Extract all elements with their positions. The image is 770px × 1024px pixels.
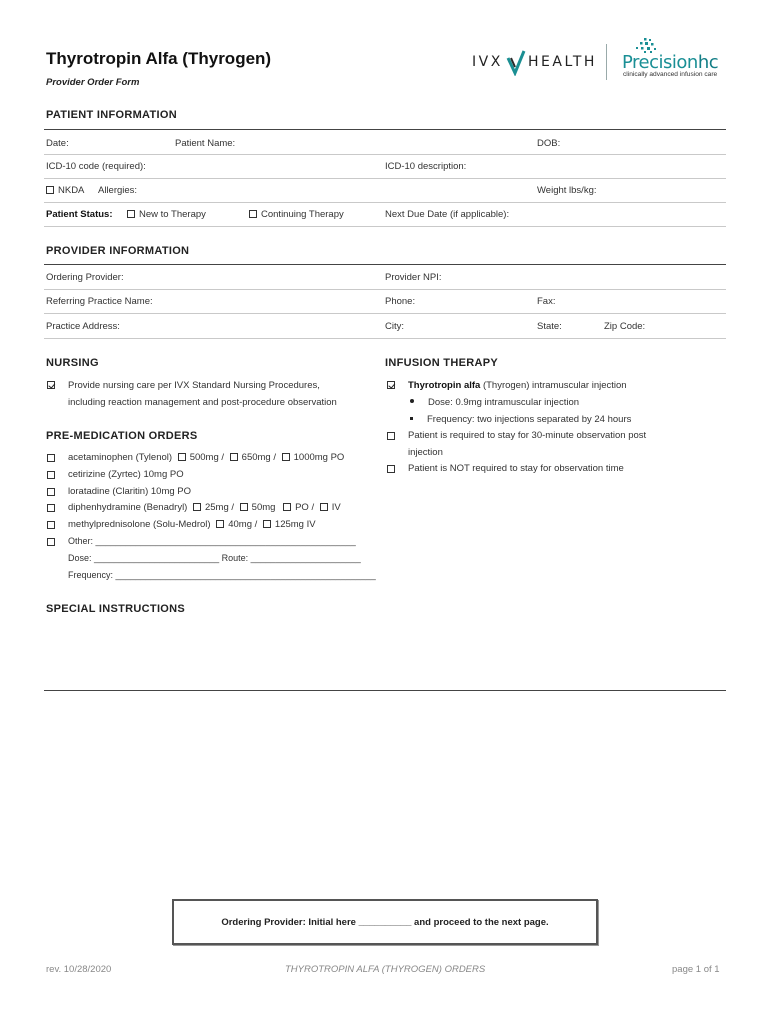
divider	[44, 202, 726, 203]
icd10-code-field[interactable]: ICD-10 code (required):	[46, 161, 146, 172]
methylprednisolone-option: methylprednisolone (Solu-Medrol) 40mg / 125mg IV	[68, 519, 316, 530]
observation-not-required-checkbox[interactable]	[387, 465, 395, 473]
bullet-icon	[410, 399, 414, 403]
observation-required-text-2: injection	[408, 447, 443, 458]
provider-initial-box[interactable]	[172, 899, 598, 945]
divider	[44, 313, 726, 314]
diphenhydramine-po-checkbox[interactable]	[283, 503, 291, 511]
methylprednisolone-125-checkbox[interactable]	[263, 520, 271, 528]
observation-not-required-text: Patient is NOT required to stay for observation time	[408, 463, 624, 474]
patient-status-label: Patient Status:	[46, 209, 113, 220]
divider	[44, 690, 726, 691]
divider	[44, 154, 726, 155]
date-field[interactable]: Date:	[46, 138, 69, 149]
initial-instruction: Ordering Provider: Initial here __________ and proceed to the next page.	[221, 917, 549, 928]
patient-info-heading: PATIENT INFORMATION	[46, 109, 177, 121]
logo-ivx-text: IVX	[472, 54, 503, 70]
continuing-therapy-option[interactable]: Continuing Therapy	[249, 209, 344, 220]
cetirizine-checkbox[interactable]	[47, 471, 55, 479]
methylprednisolone-40-checkbox[interactable]	[216, 520, 224, 528]
logo-health-text: HEALTH	[528, 54, 597, 70]
allergies-field[interactable]: Allergies:	[98, 185, 138, 196]
divider	[44, 289, 726, 290]
loratadine-checkbox[interactable]	[47, 488, 55, 496]
observation-required-text: Patient is required to stay for 30-minute observation post	[408, 430, 647, 441]
divider	[44, 338, 726, 339]
diphenhydramine-checkbox[interactable]	[47, 504, 55, 512]
fax-field[interactable]: Fax:	[537, 296, 556, 307]
page-number: page 1 of 1	[672, 964, 720, 975]
form-subtitle: Provider Order Form	[46, 77, 140, 88]
precisionhc-logo	[622, 40, 732, 80]
next-due-date-field[interactable]: Next Due Date (if applicable):	[385, 209, 510, 220]
frequency-field[interactable]: Frequency: ____________________________________________________	[68, 570, 376, 580]
acetaminophen-500-checkbox[interactable]	[178, 453, 186, 461]
dose-route-field[interactable]: Dose: _________________________ Route: ______________________	[68, 553, 361, 563]
nursing-care-text: Provide nursing care per IVX Standard Nursing Procedures,	[68, 380, 320, 391]
precisionhc-tagline: clinically advanced infusion care	[623, 71, 718, 78]
thyrotropin-order: Thyrotropin alfa (Thyrogen) intramuscular injection	[408, 380, 627, 391]
diphenhydramine-iv-checkbox[interactable]	[320, 503, 328, 511]
infusion-therapy-heading: INFUSION THERAPY	[385, 357, 498, 369]
loratadine-option: loratadine (Claritin) 10mg PO	[68, 486, 192, 497]
observation-required-checkbox[interactable]	[387, 432, 395, 440]
dob-field[interactable]: DOB:	[537, 138, 561, 149]
referring-practice-field[interactable]: Referring Practice Name:	[46, 296, 153, 307]
weight-field[interactable]: Weight lbs/kg:	[537, 185, 597, 196]
ivx-v-mark-icon	[506, 50, 526, 76]
patient-name-field[interactable]: Patient Name:	[175, 138, 236, 149]
nkda-option[interactable]: NKDA	[46, 185, 84, 196]
zip-code-field[interactable]: Zip Code:	[604, 321, 646, 332]
form-title: Thyrotropin Alfa (Thyrogen)	[46, 49, 272, 68]
nursing-heading: NURSING	[46, 357, 99, 369]
diphenhydramine-option: diphenhydramine (Benadryl) 25mg / 50mg PO / IV	[68, 502, 341, 513]
divider	[44, 178, 726, 179]
practice-address-field[interactable]: Practice Address:	[46, 321, 120, 332]
special-instructions-heading: SPECIAL INSTRUCTIONS	[46, 603, 186, 615]
nursing-care-checkbox[interactable]	[47, 381, 55, 389]
state-field[interactable]: State:	[537, 321, 562, 332]
footer-title: THYROTROPIN ALFA (THYROGEN) ORDERS	[285, 964, 486, 975]
diphenhydramine-50-checkbox[interactable]	[240, 503, 248, 511]
thyrotropin-checkbox[interactable]	[387, 381, 395, 389]
provider-npi-field[interactable]: Provider NPI:	[385, 272, 442, 283]
new-to-therapy-option[interactable]: New to Therapy	[127, 209, 206, 220]
bullet-icon	[410, 417, 413, 420]
divider	[44, 226, 726, 227]
acetaminophen-checkbox[interactable]	[47, 454, 55, 462]
frequency-bullet: Frequency: two injections separated by 24 hours	[410, 414, 631, 425]
methylprednisolone-checkbox[interactable]	[47, 521, 55, 529]
divider	[44, 264, 726, 265]
nkda-checkbox[interactable]	[46, 186, 54, 194]
acetaminophen-1000-checkbox[interactable]	[282, 453, 290, 461]
special-instructions-area[interactable]	[44, 622, 726, 690]
other-premed-field[interactable]: Other: ____________________________________________________	[68, 536, 356, 546]
revision-date: rev. 10/28/2020	[46, 964, 112, 975]
icd10-description-field[interactable]: ICD-10 description:	[385, 161, 467, 172]
continuing-therapy-checkbox[interactable]	[249, 210, 257, 218]
other-premed-checkbox[interactable]	[47, 538, 55, 546]
ivx-health-logo	[470, 50, 600, 76]
acetaminophen-650-checkbox[interactable]	[230, 453, 238, 461]
city-field[interactable]: City:	[385, 321, 404, 332]
precisionhc-wordmark: Precisionhc	[622, 52, 719, 73]
acetaminophen-option: acetaminophen (Tylenol) 500mg / 650mg / 1000mg PO	[68, 452, 345, 463]
phone-field[interactable]: Phone:	[385, 296, 416, 307]
premed-heading: PRE-MEDICATION ORDERS	[46, 430, 198, 442]
provider-info-heading: PROVIDER INFORMATION	[46, 245, 190, 257]
new-to-therapy-checkbox[interactable]	[127, 210, 135, 218]
nursing-care-text-2: including reaction management and post-procedure observation	[68, 397, 337, 408]
ordering-provider-field[interactable]: Ordering Provider:	[46, 272, 124, 283]
diphenhydramine-25-checkbox[interactable]	[193, 503, 201, 511]
divider	[44, 129, 726, 130]
logo-divider	[606, 44, 607, 80]
dose-bullet: Dose: 0.9mg intramuscular injection	[410, 397, 579, 408]
cetirizine-option: cetirizine (Zyrtec) 10mg PO	[68, 469, 184, 480]
